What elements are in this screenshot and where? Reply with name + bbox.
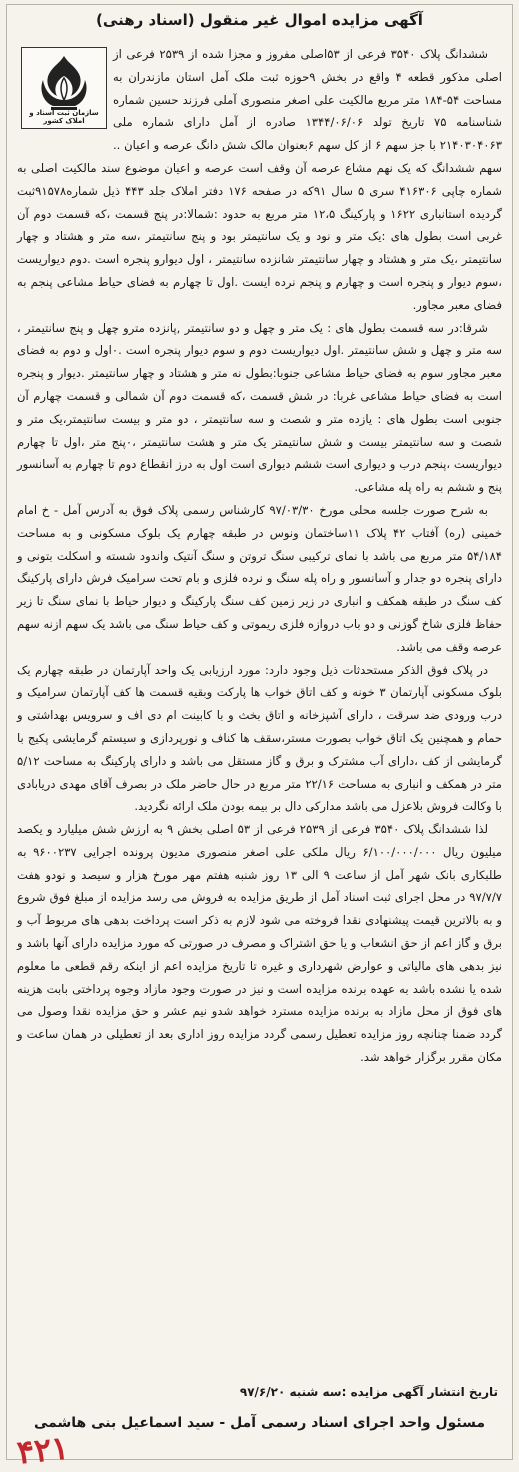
paragraph-improvements: در پلاک فوق الذکر مستحدثات ذیل وجود دارد: مورد ارزیابی یک واحد آپارتمان در طبقه چهارم یک بلوک مسکونی آپارتمان ۳ خونه و کف اتاق خواب ها پارکت وبقیه قسمت ها کف آپارتمان سرامیک و درب ورودی ضد سرقت ، دارای آشپزخانه و اتاق بخث و با کابینت ام دی اف و سرویس بهداشتی و حمام و همچنین یک اتاق خواب بصورت مستر،سقف ها کناف و نورپردازی و سیستم گرمایشی پکیج با گرمایشی از کف ،دارای آب مشترک و برق و گاز مستقل می باشد و دارای پارکینگ به مساحت ۵/۱۲ متر در همکف و انباری به مساحت ۲۲/۱۶ متر مربع در حال حاضر ملک در بصرف آقای مهدی دریابادی با وکالت فروش بلاعزل می باشد مدارکی دال بر بیمه بودن ملک ارائه نگردید.: [17, 662, 502, 814]
signature-line: مسئول واحد اجرای اسناد رسمی آمل - سید اسماعیل بنی هاشمی: [33, 1415, 486, 1431]
paragraph-expert-report: به شرح صورت جلسه محلی مورخ ۹۷/۰۳/۳۰ کارشناس رسمی پلاک فوق به آدرس آمل - خ امام خمینی (ره) آفتاب ۴۲ پلاک ۱۱ساختمان ونوس در طبقه چهارم یک بلوک مسکونی و به مساحت ۵۴/۱۸۴ متر مربع می باشد با نمای ترکیبی سنگ تروتن و سنگ آنتیک واندود شسته و اسکلت بتونی و دارای پنجره دو جدار و آسانسور و راه پله سنگ و نرده فلزی و بام تحت سرامیک فرش دارای پارکینگ کف سنگ در طبقه همکف و انباری در زیر زمین کف سنگ پارکینگ و دیوار حیاط با نمای سنگ تا زیر حفاظ فلزی شاخ گوزنی و دو باب دروازه فلزی ریموتی و کف حیاط سنگ می باشد یک سهم ازنه سهم عرصه وقف می باشد.: [17, 502, 502, 654]
paragraph-boundaries: شرقا:در سه قسمت بطول های : یک متر و چهل و دو سانتیمتر ,پانزده مترو چهل و پنج سانتیمتر ، سه متر و چهل و شش سانتیمتر .اول دیواریست دوم و سوم دیوار پنجره است .۰اول و دوم به فضای معبر مجاور سوم به فضای حیاط مشاعی جنوبا:بطول نه متر و هشتاد و چهار سانتیمتر .دیوار و پنجره است به فضای حیاط مشاعی غربا: در شش قسمت ،که قسمت دوم آن شمالی و قسمت چهارم آن جنوبی است بطول های : یازده متر و شصت و سه سانتیمتر ، دو متر و بیست سانتیمتر،یک متر و شصت و سه سانتیمتر بیست و شش سانتیمتر یک متر و هشت سانتیمتر ،۰پنج متر ،اول تا چهارم دیواریست ،پنجم درب و دیواری است ششم دیواری است اول به درز انقطاع دوم تا چهارم به آسانسور پنج و ششم به راه پله مشاعی.: [17, 320, 503, 495]
notice-body: [17, 43, 502, 1069]
paragraph-auction-terms: لذا ششدانگ پلاک ۳۵۴۰ فرعی از ۲۵۳۹ فرعی از ۵۳ اصلی بخش ۹ به ارزش شش میلیارد و یکصد میلیون ریال ۶/۱۰۰/۰۰۰/۰۰۰ ریال ملکی علی اصغر منصوری مدیون پرونده اجرایی ۹۶۰۰۲۳۷ به طلبکاری بانک شهر آمل از ساعت ۹ الی ۱۳ روز شنبه هفتم مهر مورخ هزار و سیصد و نودو هفت ۹۷/۷/۷ در محل اجرای ثبت اسناد آمل از طریق مزایده به فروش می رسد مزایده از مبلغ فوق شروع و به بالاترین قیمت پیشنهادی نقدا فروخته می شود لازم به ذکر است پرداخت بدهی های مربوط آب و برق و گاز اعم از حق انشعاب و یا حق اشتراک و مصرف در صورتی که مورد مزایده دارای آنها باشد و نیز بدهی های مالیاتی و عوارض شهرداری و غیره تا تاریخ مزایده اعم از اینکه رقم قطعی ما معلوم شده یا نشده باشد به عهده برنده مزایده است و نیز در صورت وجود مازاد وجوه پرداختی بابت هزینه های فوق از محل مازاد به برنده مزایده مسترد خواهد شدو نیم عشر و حق مزایده نقدا وصول می گردد ضمنا چنانچه روز مزایده تعطیل رسمی گردد مزایده روز اداری بعد از تعطیلی در همان ساعت و مکان مقرر برگزار خواهد شد.: [17, 822, 502, 1065]
handwritten-number: ۴۲۱: [15, 1428, 71, 1472]
notice-title: آگهی مزایده اموال غیر منقول (اسناد رهنی): [96, 11, 423, 29]
logo-caption: سازمان ثبت اسناد و املاک کشور: [29, 109, 99, 125]
paragraph-property: ششدانگ پلاک ۳۵۴۰ فرعی از ۵۳اصلی مفروز و مجزا شده از ۲۵۳۹ فرعی از اصلی مذکور قطعه ۴ واقع در بخش ۹حوزه ثبت ملک آمل استان مازندران به مساحت ۵۴-۱۸۴ متر مربع مالکیت علی اصغر منصوری آملی فرزند حسین شماره شناسنامه ۷۵ تاریخ تولد ۱۳۴۴/۰۶/۰۶ صادره از آمل دارای شماره ملی ۲۱۴۰۳۰۴۰۶۳ با جز سهم ۶ از کل سهم ۶بعنوان مالک شش دانگ عرصه و اعیان .. سهم ششدانگ که یک نهم مشاع عرصه آن وقف است عرصه و اعیان موضوع سند مالکیت اصلی به شماره چاپی ۴۱۶۳۰۶ سری ۵ سال ۹۱که در صفحه ۱۷۶ دفتر املاک جلد ۴۴۳ ذیل شماره۹۱۵۷۸ثبت گردیده استانباری ۱۶۲۲ و پارکینگ ۱۲،۵ متر مربع به حدود :شمالا:در پنج قسمت ،که قسمت دوم آن غربی است بطول های :یک متر و نود و یک سانتیمتر بود و پنج سانتیمتر ،سه متر و هشتاد و چهار سانتیمتر ،یک متر و هشتاد و چهار سانتیمتر شانزده سانتیمتر ، اول دیوارو پنجره است .دوم دیواریست ،سوم دیوار و پنجره است و چهارم و پنجم نرده ایست .اول تا چهارم به فضای حیاط مشاعی پنجم به فضای معبر مجاور.: [17, 47, 503, 312]
publish-date: تاریخ انتشار آگهی مزایده :سه شنبه ۹۷/۶/۲۰: [239, 1385, 498, 1399]
notice-page: [6, 4, 513, 1472]
